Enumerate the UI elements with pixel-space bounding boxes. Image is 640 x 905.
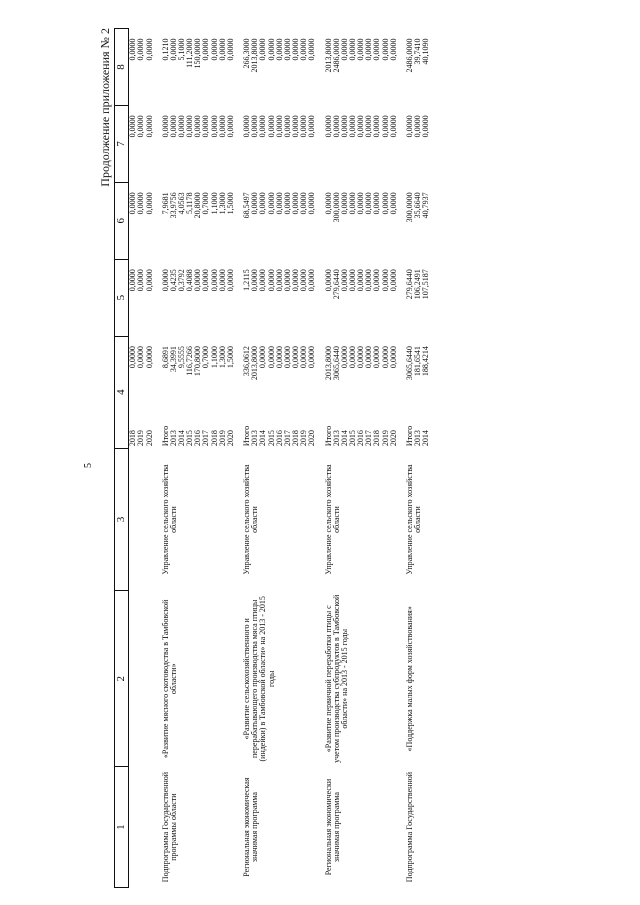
amount-cell: 0,0000 [307,192,317,215]
amount-cell: 9,5555 [177,346,186,369]
program-type-cell: Подпрограмма Государственной [404,771,414,883]
amount-cell: 0,0000 [339,115,349,138]
header-col-5: 5 [115,259,129,336]
amount-cell: 0,0000 [209,38,219,61]
amount-cell: 2013,8000 [250,38,260,73]
year-cell: 2017 [201,430,211,447]
table-row [129,29,138,888]
header-col-1: 1 [115,767,129,888]
amount-cell: 0,0000 [266,192,276,215]
amount-cell: 188,4214 [421,346,431,377]
executor-cell: Управление сельского хозяйства области [242,464,260,575]
amount-cell: 0,0000 [404,115,414,138]
amount-cell: 68,5497 [242,192,252,219]
amount-cell: 0,0000 [380,192,390,215]
amount-cell: 0,0000 [339,269,349,292]
amount-cell: 0,0000 [372,115,382,138]
amount-cell: 0,0000 [217,38,227,61]
amount-cell: 0,0000 [201,38,211,61]
amount-cell: 0,0000 [380,38,390,61]
amount-cell: 0,0000 [250,115,260,138]
amount-cell: 0,0000 [323,115,333,138]
amount-cell: 0,0000 [323,269,333,292]
amount-cell: 0,0000 [388,269,398,292]
amount-cell: 40,7937 [421,192,431,219]
amount-cell: 0,0000 [128,38,138,61]
table-row [317,29,333,888]
amount-cell: 0,0000 [274,346,284,369]
amount-cell: 0,0000 [201,115,211,138]
amount-cell: 106,2491 [413,269,423,300]
amount-cell: 0,4088 [185,269,195,292]
amount-cell: 0,0000 [413,115,423,138]
amount-cell: 0,0000 [388,115,398,138]
amount-cell: 0,0000 [258,346,268,369]
header-col-6: 6 [115,182,129,259]
program-name-cell: «Развитие мясного скотоводства в Тамбовской области» [160,599,178,759]
program-type-cell: Региональная экономически значимая программа [323,778,341,876]
executor-cell: Управление сельского хозяйства области [323,464,341,575]
year-cell: 2013 [250,430,260,447]
amount-cell: 0,0000 [331,115,341,138]
amount-cell: 3065,6440 [331,346,341,381]
amount-cell: 0,0000 [128,115,138,138]
year-cell: 2014 [339,430,349,447]
year-cell: Итого [404,425,414,447]
table-row [398,29,414,888]
amount-cell: 0,0000 [372,192,382,215]
amount-cell: 0,0000 [282,192,292,215]
amount-cell: 0,0000 [388,346,398,369]
amount-cell: 266,3000 [242,38,252,69]
amount-cell: 0,0000 [282,115,292,138]
amount-cell: 0,0000 [364,346,374,369]
amount-cell: 0,0000 [347,115,357,138]
amount-cell: 0,0000 [258,269,268,292]
program-name-cell: «Развитие первичной переработки птицы с учетом производства субпродуктов в Тамбовской области» на 2013 - 2015 годы [323,594,349,763]
amount-cell: 107,5187 [421,269,431,300]
amount-cell: 0,0000 [323,192,333,215]
amount-cell: 0,0000 [372,269,382,292]
year-cell: 2019 [136,430,146,447]
amount-cell: 0,0000 [339,192,349,215]
year-cell: Итого [160,425,170,447]
amount-cell: 4,0563 [177,192,186,215]
amount-cell: 0,0000 [160,269,170,292]
header-col-3: 3 [115,448,129,591]
amount-cell: 0,0000 [136,115,146,138]
year-cell: 2019 [217,430,227,447]
amount-cell: 0,0000 [380,115,390,138]
amount-cell: 34,3991 [168,346,178,373]
amount-cell: 0,0000 [168,115,178,138]
amount-cell: 0,0000 [193,115,203,138]
amount-cell: 0,7000 [201,346,211,369]
year-cell: 2019 [299,430,309,447]
amount-cell: 7,9681 [160,192,170,215]
amount-cell: 0,0000 [274,192,284,215]
amount-cell: 0,0000 [307,269,317,292]
amount-cell: 0,0000 [282,38,292,61]
year-cell: 2018 [209,430,219,447]
header-col-8: 8 [115,29,129,106]
amount-cell: 0,0000 [193,269,203,292]
year-cell: 2015 [185,430,195,447]
amount-cell: 0,0000 [364,192,374,215]
amount-cell: 0,0000 [364,115,374,138]
year-cell: 2018 [128,430,138,447]
amount-cell: 1,2115 [242,269,252,291]
amount-cell: 20,8000 [193,192,203,219]
amount-cell: 0,0000 [380,269,390,292]
appendix-caption: Продолжение приложения № 2 [98,28,112,187]
amount-cell: 300,0000 [331,192,341,223]
year-cell: 2013 [331,430,341,447]
year-cell: 2016 [193,430,203,447]
amount-cell: 0,0000 [225,38,235,61]
header-col-4: 4 [115,336,129,448]
program-name-cell: «Поддержка малых форм хозяйствования» [404,606,414,752]
program-type-cell: Региональная экономическая значимая программа [242,777,260,877]
amount-cell: 5,1000 [177,38,186,61]
budget-table [114,28,430,888]
year-cell: 2017 [364,430,374,447]
amount-cell: 0,0000 [347,192,357,215]
amount-cell: 1,1000 [209,346,219,369]
year-cell: 2018 [372,430,382,447]
amount-cell: 336,0612 [242,346,252,377]
year-cell: 2020 [144,430,154,447]
amount-cell: 8,6891 [160,346,170,369]
page-number: 5 [83,463,94,468]
amount-cell: 0,0000 [299,269,309,292]
amount-cell: 0,0000 [388,192,398,215]
amount-cell: 0,0000 [136,192,146,215]
amount-cell: 1,1000 [209,192,219,215]
amount-cell: 0,0000 [282,346,292,369]
amount-cell: 150,0000 [193,38,203,69]
program-type-cell: Подпрограмма Государственной программы области [160,771,178,883]
year-cell: 2015 [266,430,276,447]
amount-cell: 0,0000 [144,269,154,292]
amount-cell: 0,0000 [299,115,309,138]
amount-cell: 0,0000 [274,269,284,292]
year-cell: 2020 [307,430,317,447]
amount-cell: 0,7000 [201,192,211,215]
amount-cell: 0,0000 [144,115,154,138]
amount-cell: 0,0000 [291,346,301,369]
amount-cell: 0,0000 [291,269,301,292]
rotated-page [98,28,618,888]
amount-cell: 5,1178 [185,192,195,215]
year-cell: Итого [323,425,333,447]
amount-cell: 0,0000 [339,346,349,369]
amount-cell: 181,6541 [413,346,423,377]
year-cell: 2018 [291,430,301,447]
program-name-cell [129,591,154,767]
table-body [129,29,431,888]
amount-cell: 0,0000 [266,269,276,292]
amount-cell: 39,7410 [413,38,423,65]
amount-cell: 0,0000 [339,38,349,61]
amount-cell: 0,0000 [242,115,252,138]
year-cell: 2017 [282,430,292,447]
amount-cell: 2486,0000 [404,38,414,73]
amount-cell: 0,0000 [291,115,301,138]
header-col-2: 2 [115,591,129,767]
amount-cell: 0,0000 [160,115,170,138]
year-cell: 2016 [274,430,284,447]
year-cell: 2016 [356,430,366,447]
amount-cell: 0,0000 [250,269,260,292]
amount-cell: 0,0000 [185,115,195,138]
amount-cell: 0,0000 [364,269,374,292]
amount-cell: 0,0000 [274,38,284,61]
amount-cell: 0,3792 [177,269,186,292]
amount-cell: 1,5000 [225,192,235,215]
year-cell: 2019 [380,430,390,447]
amount-cell: 0,0000 [307,38,317,61]
amount-cell: 0,0000 [144,346,154,369]
amount-cell: 0,0000 [364,38,374,61]
amount-cell: 0,0000 [372,346,382,369]
amount-cell: 0,0000 [421,115,431,138]
amount-cell: 0,0000 [274,115,284,138]
program-name-cell: «Развитие сельскохозяйственного и перерабатывающего производства мяса птицы (индейки) в Тамбовской области» на 2013 - 2015 годы [242,596,276,762]
year-cell: 2014 [421,430,431,447]
amount-cell: 1,5000 [225,346,235,369]
amount-cell: 0,0000 [356,346,366,369]
amount-cell: 0,1210 [160,38,170,61]
amount-cell: 0,0000 [258,38,268,61]
amount-cell: 0,0000 [225,115,235,138]
amount-cell: 3065,6440 [404,346,414,381]
amount-cell: 0,0000 [307,115,317,138]
executor-cell [129,448,154,591]
amount-cell: 0,0000 [291,38,301,61]
amount-cell: 0,0000 [356,38,366,61]
amount-cell: 0,0000 [266,115,276,138]
amount-cell: 0,0000 [128,269,138,292]
year-cell: Итого [242,425,252,447]
header-row [115,29,129,888]
amount-cell: 0,0000 [258,115,268,138]
amount-cell: 0,0000 [225,269,235,292]
year-cell: 2015 [347,430,357,447]
year-cell: 2013 [168,430,178,447]
amount-cell: 300,0000 [404,192,414,223]
amount-cell: 2013,8000 [323,38,333,73]
amount-cell: 0,0000 [266,346,276,369]
amount-cell: 2486,0000 [331,38,341,73]
year-cell: 2020 [225,430,235,447]
amount-cell: 0,0000 [380,346,390,369]
amount-cell: 0,0000 [209,115,219,138]
amount-cell: 0,0000 [177,115,186,138]
amount-cell: 0,0000 [201,269,211,292]
amount-cell: 0,0000 [128,192,138,215]
amount-cell: 0,0000 [217,269,227,292]
amount-cell: 0,0000 [128,346,138,369]
amount-cell: 0,0000 [356,192,366,215]
amount-cell: 33,9756 [168,192,178,219]
amount-cell: 0,0000 [168,38,178,61]
amount-cell: 0,0000 [136,38,146,61]
table-row [154,29,170,888]
amount-cell: 116,7266 [185,346,195,376]
year-cell: 2013 [413,430,423,447]
amount-cell: 40,1090 [421,38,431,65]
amount-cell: 0,4235 [168,269,178,292]
amount-cell: 0,0000 [209,269,219,292]
amount-cell: 0,0000 [266,38,276,61]
amount-cell: 111,2000 [185,38,195,68]
executor-cell: Управление сельского хозяйства области [404,464,423,575]
header-col-7: 7 [115,105,129,182]
amount-cell: 0,0000 [372,38,382,61]
table-row [235,29,251,888]
amount-cell: 279,6440 [404,269,414,300]
amount-cell: 0,0000 [299,192,309,215]
amount-cell: 0,0000 [250,192,260,215]
amount-cell: 1,3000 [217,192,227,215]
amount-cell: 0,0000 [299,38,309,61]
amount-cell: 0,0000 [144,192,154,215]
year-cell: 2014 [258,430,268,447]
amount-cell: 0,0000 [217,115,227,138]
amount-cell: 0,0000 [282,269,292,292]
amount-cell: 35,6640 [413,192,423,219]
amount-cell: 279,6440 [331,269,341,300]
amount-cell: 0,0000 [291,192,301,215]
amount-cell: 0,0000 [347,269,357,292]
amount-cell: 0,0000 [136,346,146,369]
amount-cell: 170,8000 [193,346,203,377]
amount-cell: 1,3000 [217,346,227,369]
amount-cell: 0,0000 [356,269,366,292]
amount-cell: 0,0000 [347,346,357,369]
amount-cell: 0,0000 [388,38,398,61]
amount-cell: 0,0000 [356,115,366,138]
amount-cell: 2013,8000 [250,346,260,381]
amount-cell: 0,0000 [299,346,309,369]
amount-cell: 0,0000 [258,192,268,215]
executor-cell: Управление сельского хозяйства области [160,464,178,575]
year-cell: 2020 [388,430,398,447]
amount-cell: 0,0000 [307,346,317,369]
amount-cell: 0,0000 [144,38,154,61]
amount-cell: 0,0000 [136,269,146,292]
amount-cell: 0,0000 [347,38,357,61]
year-cell: 2014 [177,430,186,447]
amount-cell: 2013,8000 [323,346,333,381]
program-type-cell [129,767,154,888]
